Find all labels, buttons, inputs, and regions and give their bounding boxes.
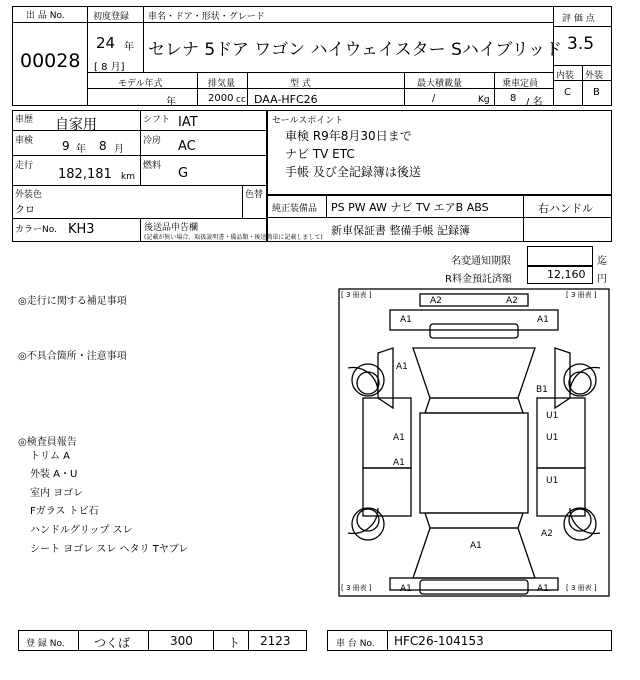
- ext-color: クロ: [15, 205, 35, 216]
- damage-mark: A1: [537, 315, 549, 325]
- recycle-value: 12,160: [547, 268, 586, 281]
- car-damage-diagram: [338, 288, 610, 598]
- damage-mark: A1: [470, 541, 482, 551]
- shift: IAT: [178, 115, 198, 130]
- model-year-label: モデル年式: [118, 79, 163, 89]
- chassis-number: HFC26-104153: [394, 634, 484, 648]
- first-reg-year-unit: 年: [124, 42, 134, 53]
- model-type: DAA-HFC26: [254, 93, 318, 106]
- recycle-label: R料金預託済額: [445, 274, 512, 285]
- capacity-unit: / 名: [526, 97, 543, 108]
- shift-label: シフト: [143, 115, 171, 125]
- inspection-month: 8: [99, 139, 107, 153]
- color-no: KH3: [68, 222, 95, 237]
- inspector-line: トリム A: [30, 451, 71, 462]
- capacity-label: 乗車定員: [502, 79, 539, 89]
- inspector-label: ◎検査員報告: [18, 437, 77, 448]
- displacement: 2000: [208, 93, 234, 104]
- damage-mark: A1: [400, 315, 412, 325]
- driving-remarks-label: ◎走行に関する補足事項: [18, 296, 127, 307]
- diagram-corner-tr: [ 3 冊表 ]: [566, 291, 597, 299]
- capacity: 8: [510, 93, 517, 104]
- damage-mark: A1: [393, 433, 405, 443]
- model-title: セレナ 5ドア ワゴン ハイウェイスター Sハイブリッド: [148, 40, 562, 60]
- damage-mark: B1: [536, 385, 548, 395]
- color-no-label: カラーNo.: [15, 225, 57, 235]
- inspection-month-unit: 月: [114, 144, 124, 155]
- name-change-label: 名変通知期限: [451, 256, 511, 267]
- diagram-corner-tl: [ 3 冊表 ]: [341, 291, 372, 299]
- inspector-line: シート ヨゴレ スレ ヘタリ Tヤブレ: [30, 544, 189, 555]
- exterior-label: 外装: [585, 71, 604, 81]
- history: 自家用: [55, 117, 97, 133]
- history-label: 車歴: [15, 115, 34, 125]
- damage-mark: A2: [430, 296, 442, 306]
- damage-mark: U1: [546, 411, 559, 421]
- defects-label: ◎不具合箇所・注意事項: [18, 351, 127, 362]
- reg-kana: ト: [228, 636, 241, 650]
- damage-mark: U1: [546, 433, 559, 443]
- first-reg-year: 24: [96, 34, 116, 52]
- inspector-line: 外装 A・U: [30, 469, 78, 480]
- first-reg-label: 初度登録: [93, 12, 130, 22]
- damage-mark: A2: [506, 296, 518, 306]
- damage-mark: A1: [393, 458, 405, 468]
- mileage-label: 走行: [15, 161, 34, 171]
- diagram-corner-br: [ 3 冊表 ]: [566, 584, 597, 592]
- inspection-year: 9: [62, 139, 70, 153]
- name-change-box: [527, 246, 593, 266]
- inspection-year-unit: 年: [76, 144, 86, 155]
- type-label: 型 式: [290, 79, 311, 89]
- score: 3.5: [567, 34, 595, 54]
- max-load-unit: Kg: [478, 95, 490, 105]
- lot-no: 00028: [20, 50, 81, 72]
- sales-point-line: ナビ TV ETC: [285, 147, 355, 161]
- inspector-line: ハンドルグリップ スレ: [30, 525, 133, 536]
- model-year-unit: 年: [166, 97, 176, 108]
- damage-mark: A1: [396, 362, 408, 372]
- ac-label: 冷房: [143, 136, 162, 146]
- docs: 新車保証書 整備手帳 記録簿: [331, 224, 470, 237]
- exterior-grade: B: [593, 87, 600, 98]
- max-load: /: [432, 93, 436, 104]
- equipment-label: 純正装備品: [272, 204, 318, 214]
- score-label: 評 価 点: [562, 14, 595, 24]
- reg-label: 登 録 No.: [26, 639, 65, 649]
- ac: AC: [178, 139, 196, 154]
- inspection-label: 車検: [15, 136, 34, 146]
- max-load-label: 最大積載量: [417, 79, 463, 89]
- mileage-unit: km: [121, 172, 135, 182]
- reg-number: 2123: [260, 634, 291, 648]
- post-items-label: 後送品申告欄: [144, 223, 199, 233]
- ext-color-label: 外装色: [15, 190, 43, 200]
- reg-place: つくば: [94, 636, 131, 650]
- sales-point-line: 手帳 及び全記録簿は後送: [285, 165, 421, 179]
- sales-points-label: セールスポイント: [272, 116, 344, 126]
- fuel: G: [178, 166, 189, 181]
- interior-grade: C: [564, 87, 571, 98]
- lot-no-label: 出 品 No.: [26, 11, 65, 21]
- sales-point-line: 車検 R9年8月30日まで: [285, 129, 412, 143]
- diagram-corner-bl: [ 3 冊表 ]: [341, 584, 372, 592]
- inspector-line: 室内 ヨゴレ: [30, 488, 84, 499]
- damage-mark: A1: [537, 584, 549, 594]
- reg-class: 300: [170, 634, 193, 648]
- equipment-value: PS PW AW ナビ TV エアB ABS: [331, 201, 489, 214]
- recycle-unit: 円: [597, 274, 607, 285]
- name-change-unit: 迄: [597, 256, 607, 267]
- damage-mark: A2: [541, 529, 553, 539]
- chassis-label: 車 台 No.: [336, 639, 375, 649]
- model-title-label: 車名・ドア・形状・グレード: [148, 12, 265, 22]
- fuel-label: 燃料: [143, 161, 162, 171]
- mileage: 182,181: [58, 167, 112, 182]
- inspector-line: Fガラス トビ石: [30, 506, 99, 517]
- displacement-unit: cc: [236, 95, 246, 105]
- interior-label: 内装: [556, 71, 575, 81]
- damage-mark: A1: [400, 584, 412, 594]
- first-reg-month: [ 8 月]: [94, 62, 125, 73]
- damage-mark: U1: [546, 476, 559, 486]
- displacement-label: 排気量: [208, 79, 236, 89]
- steering: 右ハンドル: [538, 202, 593, 215]
- color-change-label: 色替: [245, 190, 264, 200]
- post-items-note: (記載が無い場合、取扱説明書・備品類・後送簡単に記載しまして): [144, 234, 323, 241]
